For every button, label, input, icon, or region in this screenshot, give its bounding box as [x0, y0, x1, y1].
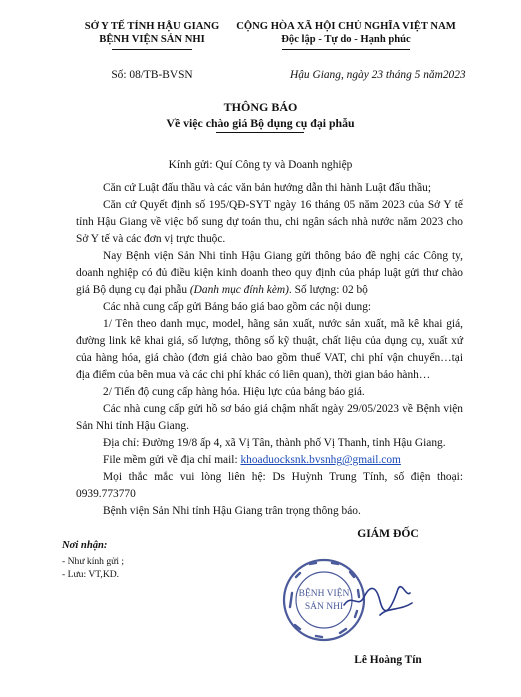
- attachment-note: (Danh mục đính kèm): [189, 284, 289, 296]
- recipients-title: Nơi nhận:: [62, 540, 108, 551]
- left-header-rule: [112, 49, 192, 50]
- email-link[interactable]: khoaduocksnk.bvsnhg@gmail.com: [240, 454, 401, 466]
- paragraph-item-2: 2/ Tiến độ cung cấp hàng hóa. Hiệu lực của bảng báo giá.: [103, 386, 365, 398]
- recipients-line-2: - Lưu: VT,KD.: [62, 569, 120, 580]
- director-title: GIÁM ĐỐC: [357, 527, 419, 540]
- svg-text:BỆNH VIỆN: BỆNH VIỆN: [298, 589, 350, 599]
- recipient-line: Kính gửi: Quí Công ty và Doanh nghiệp: [168, 159, 353, 171]
- svg-text:SẢN NHI: SẢN NHI: [304, 602, 344, 612]
- notice-heading: THÔNG BÁO: [223, 100, 298, 114]
- paragraph-content-intro: Các nhà cung cấp gửi Bảng báo giá bao gồm các nội dung:: [103, 301, 372, 313]
- paragraph-deadline: Các nhà cung cấp gửi hồ sơ báo giá chậm nhất ngày 29/05/2023 về Bệnh viện Sản Nhi tỉnh Hậu Giang.: [76, 403, 463, 432]
- place-date: Hậu Giang, ngày 23 tháng 5 năm2023: [290, 69, 466, 81]
- handwritten-signature: [344, 587, 412, 615]
- document-number: Số: 08/TB-BVSN: [111, 69, 193, 81]
- email-label: File mềm gửi về địa chỉ mail:: [103, 454, 241, 466]
- paragraph-request: [76, 248, 463, 299]
- notice-subject: Về việc chào giá Bộ dụng cụ đại phẫu: [166, 116, 355, 130]
- national-motto: CỘNG HÒA XÃ HỘI CHỦ NGHĨA VIỆT NAM: [236, 21, 456, 32]
- official-seal-and-signature: [260, 545, 430, 665]
- paragraph-email: [103, 452, 463, 469]
- paragraph-decision: Căn cứ Quyết định số 195/QĐ-SYT ngày 16 tháng 05 năm 2023 của Sở Y tế tỉnh Hậu Giang về việc bổ sung dự toán thu, chi ngân sách nhà nước năm 2023 cho Sở Y tế và các đơn vị trực thuộc.: [76, 199, 463, 245]
- hospital-name: BỆNH VIỆN SẢN NHI: [99, 34, 205, 45]
- paragraph-item-1: 1/ Tên theo danh mục, model, hãng sản xuất, nước sản xuất, mã kê khai giá, đường link kê khai giá, số lượng, thông số kỹ thuật, chất liệu của dụng cụ, xuất xứ của hàng hóa, giá chào (đơn giá chào bao gồm thuế VAT, chi phí vận chuyển…tại địa điểm của bên mua và các chi phí khác có liên quan), thời gian bảo hành…: [76, 318, 463, 381]
- title-rule: [216, 132, 304, 133]
- paragraph-closing: Bệnh viện Sản Nhi tỉnh Hậu Giang trân trọng thông báo.: [103, 505, 361, 517]
- paragraph-legal-basis: Căn cứ Luật đấu thầu và các văn bản hướng dẫn thi hành Luật đấu thầu;: [103, 182, 432, 194]
- agency-name: SỞ Y TẾ TỈNH HẬU GIANG: [84, 21, 220, 32]
- request-text: Nay Bệnh viện Sản Nhi tỉnh Hậu Giang gửi thông báo đề nghị các Công ty, doanh nghiệp có đủ điều kiện kinh doanh theo quy định của pháp luật gửi thư chào giá Bộ dụng cụ đại phẫu: [76, 250, 463, 296]
- right-header-rule: [282, 49, 410, 50]
- paragraph-address: Địa chỉ: Đường 19/8 ấp 4, xã Vị Tân, thành phố Vị Thanh, tỉnh Hậu Giang.: [103, 437, 446, 449]
- recipients-line-1: - Như kính gửi ;: [62, 556, 125, 567]
- paragraph-contact: Mọi thắc mắc vui lòng liên hệ: Ds Huỳnh Trung Tính, số điện thoại: 0939.773770: [76, 471, 463, 500]
- motto-subtitle: Độc lập - Tự do - Hạnh phúc: [281, 34, 411, 45]
- quantity-text: . Số lượng: 02 bộ: [288, 284, 368, 296]
- director-name: Lê Hoàng Tín: [354, 654, 422, 666]
